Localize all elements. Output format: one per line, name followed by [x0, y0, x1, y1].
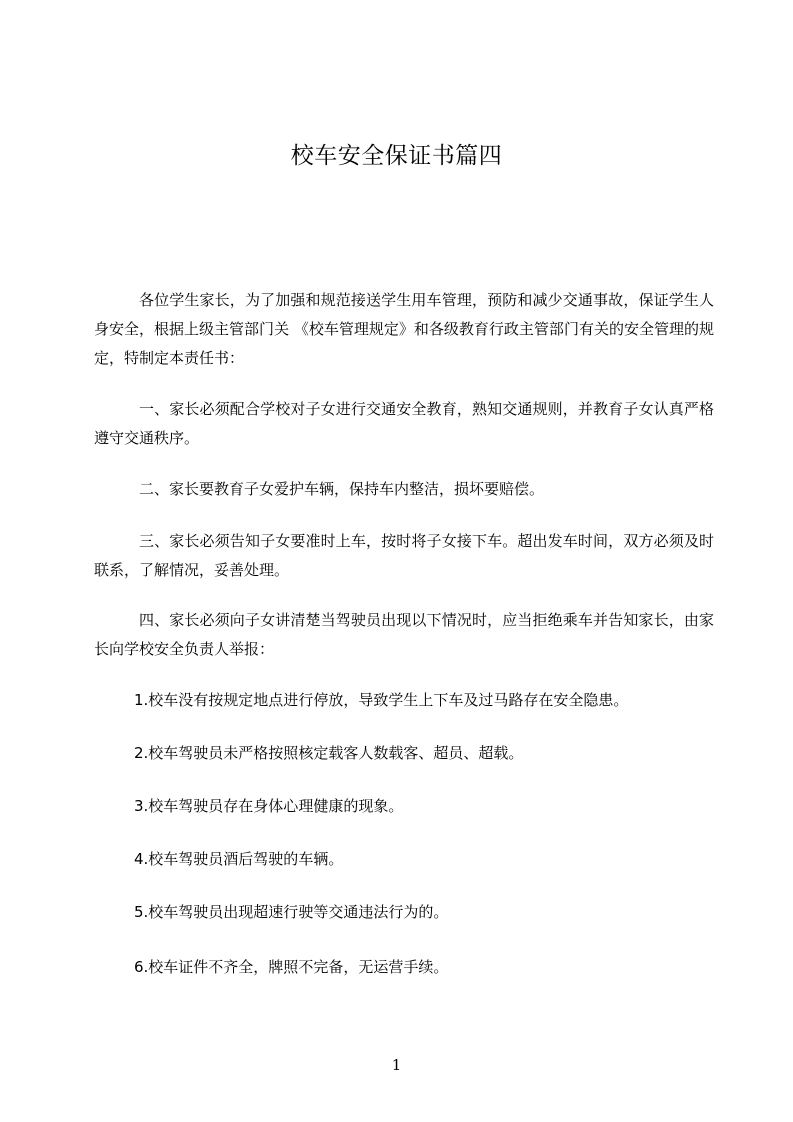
list-item-3: 3.校车驾驶员存在身体心理健康的现象。 [134, 797, 404, 815]
document-title: 校车安全保证书篇四 [290, 143, 503, 169]
clause-2: 二、家长要教育子女爱护车辆，保持车内整洁，损坏要赔偿。 [139, 480, 545, 498]
intro-paragraph: 各位学生家长，为了加强和规范接送学生用车管理，预防和减少交通事故，保证学生人身安全，根据上级主管部门关 《校车管理规定》和各级教育行政主管部门有关的安全管理的规定，特制定本责任书： [94, 291, 714, 367]
clause-4: 四、家长必须向子女讲清楚当驾驶员出现以下情况时，应当拒绝乘车并告知家长，由家长向学校安全负责人举报： [94, 611, 714, 658]
list-item-6: 6.校车证件不齐全，牌照不完备，无运营手续。 [134, 958, 449, 976]
clause-1: 一、家长必须配合学校对子女进行交通安全教育，熟知交通规则，并教育子女认真严格遵守交通秩序。 [94, 400, 714, 447]
clause-3: 三、家长必须告知子女要准时上车，按时将子女接下车。超出发车时间，双方必须及时联系，了解情况，妥善处理。 [94, 532, 714, 579]
page-number: 1 [391, 1056, 402, 1074]
list-item-2: 2.校车驾驶员未严格按照核定载客人数载客、超员、超载。 [134, 744, 524, 762]
list-item-4: 4.校车驾驶员酒后驾驶的车辆。 [134, 850, 344, 868]
list-item-1: 1.校车没有按规定地点进行停放，导致学生上下车及过马路存在安全隐患。 [134, 691, 629, 709]
list-item-5: 5.校车驾驶员出现超速行驶等交通违法行为的。 [134, 903, 449, 921]
